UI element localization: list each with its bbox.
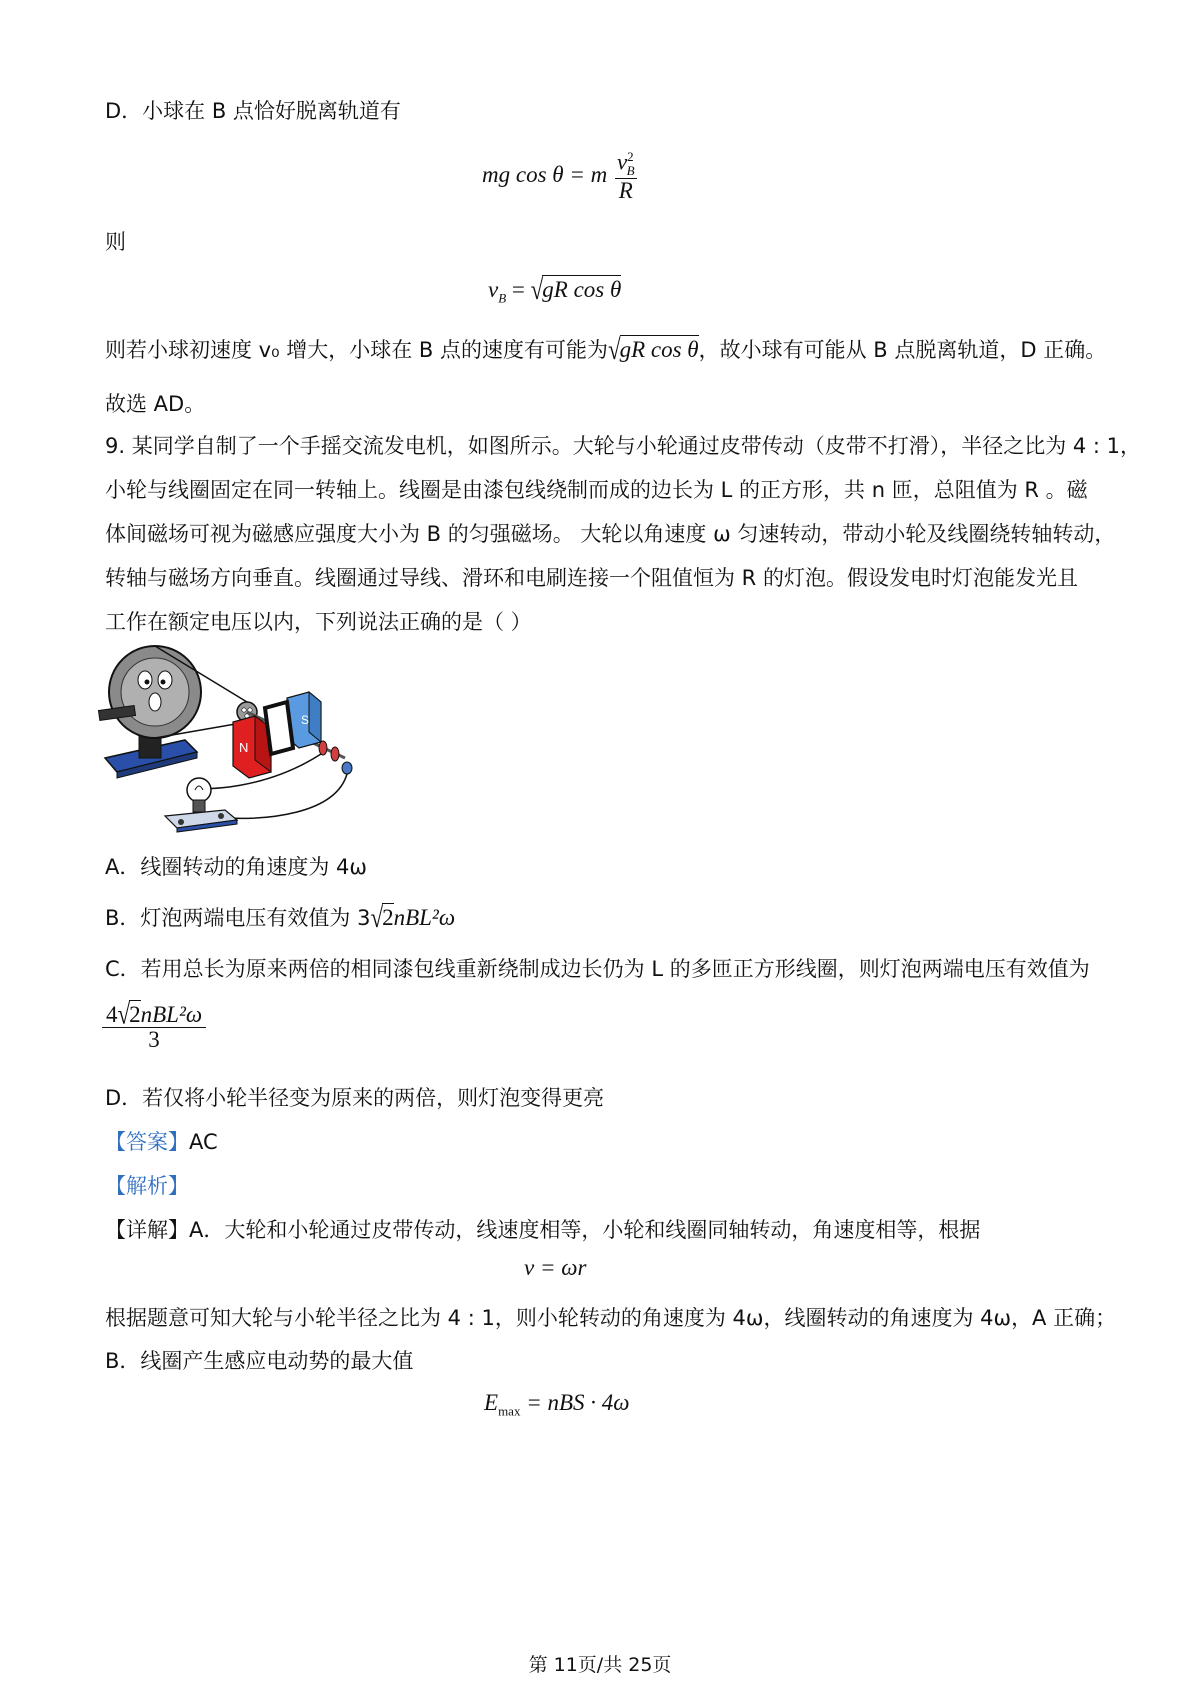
- detail-a-line: [105, 1214, 980, 1244]
- wheel-hole-bottom: [149, 693, 161, 711]
- lamp-socket: [193, 800, 205, 812]
- page-footer: 第 11页/共 25页: [528, 1654, 672, 1676]
- q9-stem-line-4: 转轴与磁场方向垂直。线圈通过导线、滑环和电刷连接一个阻值恒为 R 的灯泡。假设发电时灯泡能发光且: [105, 566, 1078, 590]
- eq1-sub: B: [626, 163, 635, 179]
- wheel-hole-left: [138, 671, 152, 689]
- eq2-sub: B: [498, 290, 507, 306]
- lamp-bulb: [187, 778, 211, 802]
- equation-centripetal: [482, 150, 637, 203]
- option-b-sqrt: √2: [370, 901, 394, 933]
- option-c-num-post: nBL²ω: [140, 1002, 203, 1027]
- partd-line-radicand: gR cos θ: [619, 337, 699, 362]
- emax-e: E: [484, 1390, 499, 1415]
- option-c-radicand: 2: [129, 1002, 141, 1027]
- eq1-left: mg cos θ = m: [482, 161, 608, 187]
- wire-2: [225, 774, 347, 818]
- partd-line-sqrt: √gR cos θ: [607, 333, 699, 365]
- eq1-sup: 2: [627, 149, 634, 164]
- magnet-n-label: N: [239, 740, 249, 755]
- emax-sub: max: [498, 1403, 521, 1419]
- ratio-line: 根据题意可知大轮与小轮半径之比为 4 : 1，则小轮转动的角速度为 4ω，线圈转动的角速度为 4ω，A 正确；: [105, 1306, 1117, 1330]
- eq1-fraction: [615, 150, 637, 203]
- eq2-v: v: [488, 277, 499, 302]
- equation-vb: [488, 275, 621, 307]
- option-c-fraction: $\frac{\text{4√2nBL²ω}}{3}$: [102, 1000, 206, 1052]
- option-b-post: nBL²ω: [393, 905, 456, 930]
- coil: [265, 702, 293, 754]
- detail-a-text: A．大轮和小轮通过皮带传动，线速度相等，小轮和线圈同轴转动，角速度相等，根据: [189, 1218, 981, 1242]
- equation-v-omega-r: v = ωr: [524, 1255, 587, 1280]
- option-b-pre: B．灯泡两端电压有效值为 3: [105, 906, 371, 930]
- q9-stem-line-3: 体间磁场可视为磁感应强度大小为 B 的匀强磁场。 大轮以角速度 ω 匀速转动，带动小轮及线圈绕转轴转动，: [105, 522, 1116, 546]
- equation-emax: [484, 1390, 630, 1420]
- q9-stem-line-5: 工作在额定电压以内，下列说法正确的是（ ）: [105, 610, 532, 634]
- slip-ring-1: [319, 741, 327, 755]
- answer-line: [105, 1126, 218, 1156]
- q9-stem-line-1: 9. 某同学自制了一个手摇交流发电机，如图所示。大轮与小轮通过皮带传动（皮带不打滑），半径之比为 4 : 1，: [105, 434, 1142, 458]
- option-c-denominator: 3: [148, 1027, 160, 1053]
- choose-ad: 故选 AD。: [105, 392, 206, 416]
- option-a: A．线圈转动的角速度为 4ω: [105, 855, 367, 879]
- option-c: C．若用总长为原来两倍的相同漆包线重新绕制成边长仍为 L 的多匝正方形线圈，则灯泡两端电压有效值为: [105, 957, 1090, 981]
- detail-b-line: B．线圈产生感应电动势的最大值: [105, 1349, 414, 1373]
- generator-figure: [95, 640, 365, 835]
- option-d: D．若仅将小轮半径变为原来的两倍，则灯泡变得更亮: [105, 1086, 605, 1110]
- answer-label: 【答案】: [105, 1130, 189, 1154]
- option-b-radicand: 2: [382, 905, 394, 930]
- slip-ring-2: [331, 747, 339, 761]
- partd-line-a: 则若小球初速度 v₀ 增大，小球在 B 点的速度有可能为: [105, 338, 608, 362]
- eq1-numerator: v: [616, 149, 628, 175]
- magnet-s-label: S: [301, 713, 310, 727]
- eq2-radicand: gR cos θ: [542, 277, 622, 302]
- option-c-num-pre: 4: [106, 1002, 118, 1027]
- detail-label: 【详解】: [105, 1218, 189, 1242]
- option-d-intro: D．小球在 B 点恰好脱离轨道有: [105, 99, 401, 123]
- eq2-sqrt: √gR cos θ: [530, 273, 622, 305]
- eq2-equals: =: [506, 277, 531, 302]
- partd-line-b: ，故小球有可能从 B 点脱离轨道，D 正确。: [698, 338, 1107, 362]
- partd-conclusion-line: [105, 334, 1106, 364]
- emax-rest: = nBS · 4ω: [520, 1390, 630, 1415]
- eq1-denominator: R: [618, 177, 633, 203]
- then-label: 则: [105, 230, 126, 254]
- answer-value: AC: [189, 1130, 218, 1154]
- brush: [342, 762, 352, 774]
- q9-stem-line-2: 小轮与线圈固定在同一转轴上。线圈是由漆包线绕制而成的边长为 L 的正方形，共 n 匝，总阻值为 R 。磁: [105, 478, 1088, 502]
- option-b: [105, 902, 455, 932]
- analysis-label: 【解析】: [105, 1174, 189, 1198]
- wheel-hole-right: [158, 671, 172, 689]
